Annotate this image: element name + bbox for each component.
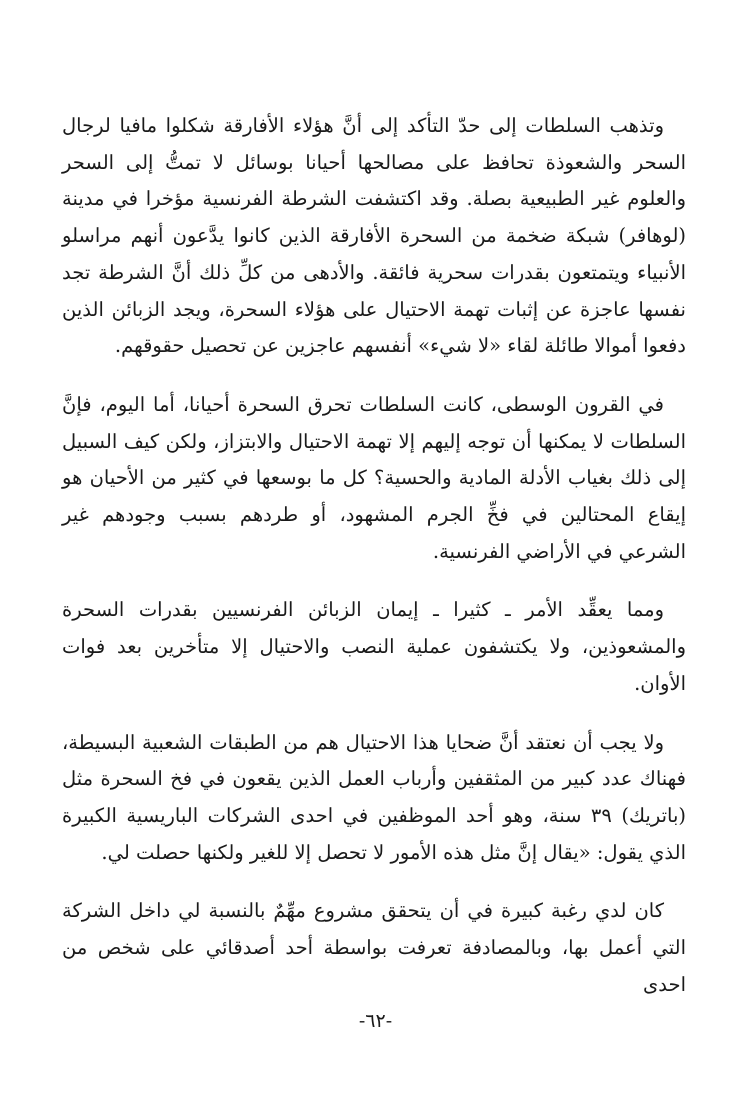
paragraph-3: ومما يعقِّد الأمر ـ كثيرا ـ إيمان الزبائن الفرنسيين بقدرات السحرة والمشعوذين، ولا يكتشفون عملية النصب والاحتيال إلا متأخرين بعد فوات الأوان. (62, 598, 686, 695)
body-text (62, 108, 686, 1025)
page-number: -٦٢- (358, 1010, 393, 1032)
paragraph-1: وتذهب السلطات إلى حدّ التأكد إلى أنَّ هؤلاء الأفارقة شكلوا مافيا لرجال السحر والشعوذة تحافظ على مصالحها أحيانا بوسائل لا تمتُّ إلى السحر والعلوم غير الطبيعية بصلة. وقد اكتشفت الشرطة الفرنسية مؤخرا في مدينة (لوهافر) شبكة ضخمة من السحرة الأفارقة الذين كانوا يدَّعون أنهم مراسلو الأنبياء ويتمتعون بقدرات سحرية فائقة. والأدهى من كلِّ ذلك أنَّ الشرطة تجد نفسها عاجزة عن إثبات تهمة الاحتيال على هؤلاء السحرة، ويجد الزبائن الذين دفعوا أموالا طائلة لقاء «لا شيء» أنفسهم عاجزين عن تحصيل حقوقهم. (62, 114, 686, 358)
paragraph-4: ولا يجب أن نعتقد أنَّ ضحايا هذا الاحتيال هم من الطبقات الشعبية البسيطة، فهناك عدد كبير من المثقفين وأرباب العمل الذين يقعون في فخ السحرة مثل (باتريك) ٣٩ سنة، وهو أحد الموظفين في احدى الشركات الباريسية الكبيرة الذي يقول: «يقال إنَّ مثل هذه الأمور لا تحصل إلا للغير ولكنها حصلت لي. (62, 730, 686, 864)
paragraph-2: في القرون الوسطى، كانت السلطات تحرق السحرة أحيانا، أما اليوم، فإنَّ السلطات لا يمكنها أن توجه إليهم إلا تهمة الاحتيال والابتزاز، ولكن كيف السبيل إلى ذلك بغياب الأدلة المادية والحسية؟ كل ما بوسعها في كثير من الأحيان هو إيقاع المحتالين في فخِّ الجرم المشهود، أو طردهم بسبب وجودهم غير الشرعي في الأراضي الفرنسية. (62, 392, 686, 563)
paragraph-5: كان لدي رغبة كبيرة في أن يتحقق مشروع مهِّمٌ بالنسبة لي داخل الشركة التي أعمل بها، وبالمصادفة تعرفت بواسطة أحد أصدقائي على شخص من احدى (62, 899, 686, 996)
